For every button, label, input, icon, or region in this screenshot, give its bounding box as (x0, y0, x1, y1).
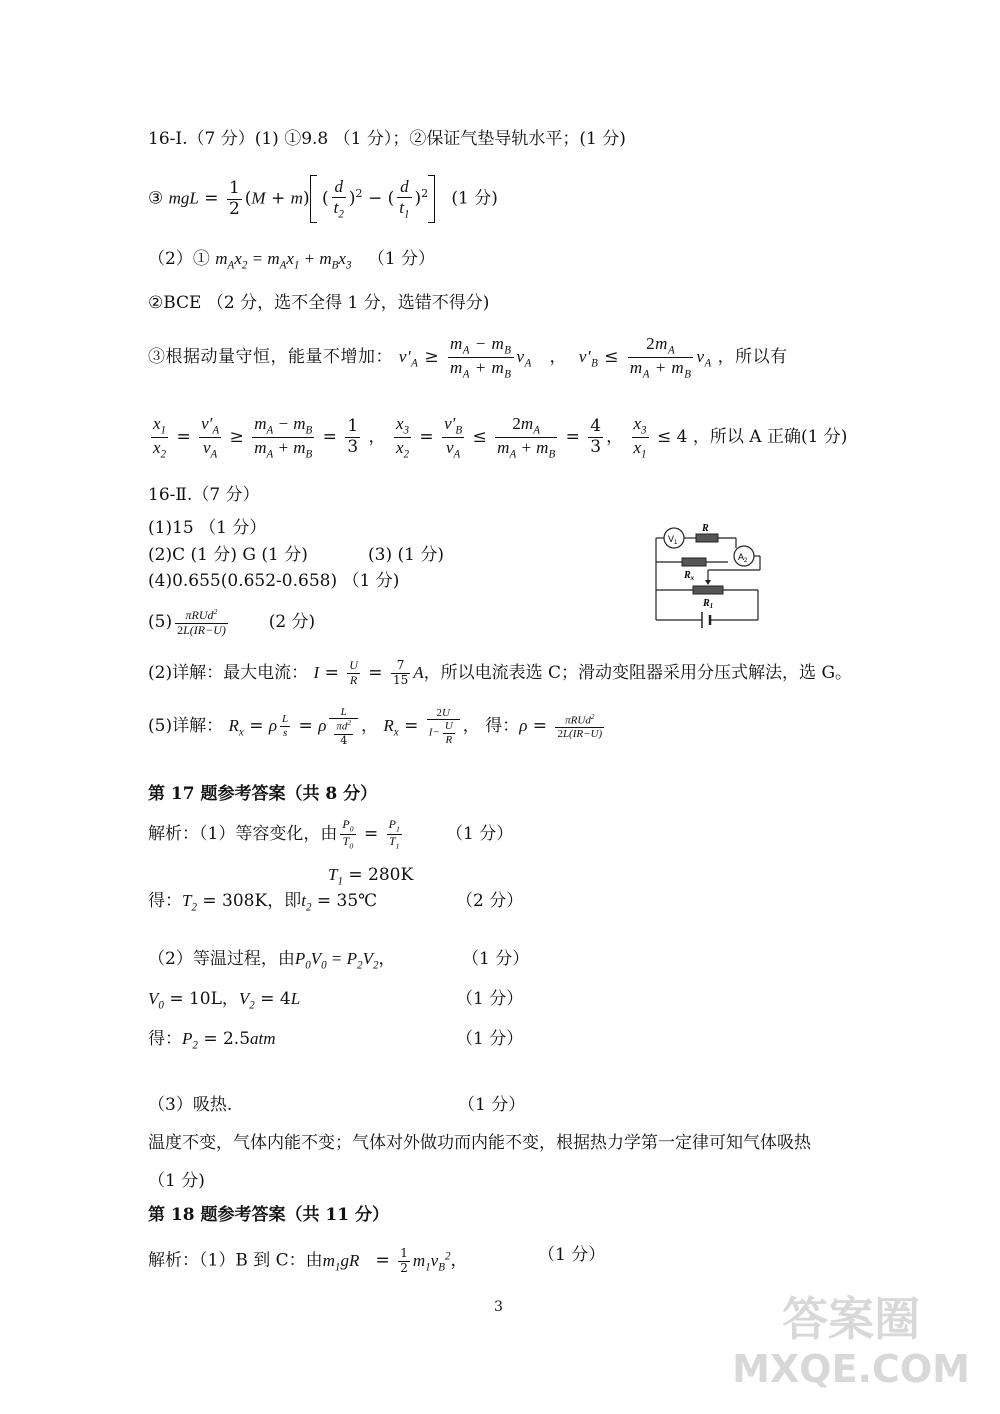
a2-label: $A_2$ (738, 552, 748, 564)
score-text: （1 分） (462, 949, 530, 969)
conclusion: ，所以 A 正确(1 分) (692, 427, 848, 447)
page-number: 3 (494, 1299, 503, 1315)
q16i-part3: ③根据动量守恒，能量不增加： $v'_A$ ≥ $\frac{m_A - m_B}{m_A + m_B}$ $v_A$ ， $v'_B$ ≤ $\frac{2m_A}{m_A + m_B}$ $v_A$ ，所以有 (148, 333, 788, 381)
detail-lead: (2)详解：最大电流： (148, 663, 309, 683)
r1-label: $R_1$ (703, 598, 714, 610)
q16ii-heading: 16-Ⅱ.（7 分） (148, 485, 260, 505)
score-text: （1 分） (446, 824, 514, 844)
watermark (732, 1294, 970, 1394)
watermark-url: MXQE.COM (732, 1347, 970, 1391)
q16i-bce: ②BCE （2 分，选不全得 1 分，选错不得分) (148, 293, 490, 313)
q17-part3: （3）吸热. (148, 1095, 233, 1115)
v1-label: $V_1$ (668, 534, 678, 546)
detail-2: (2)详解：最大电流： I = $\frac{U}{R}$ = $\frac{7}{15}$ A，所以电流表选 C；滑动变阻器采用分压式解法，选 G。 (148, 658, 853, 687)
q17-part3-score: （1 分) (148, 1171, 205, 1191)
watermark-logo-text: 答案圈 (782, 1292, 921, 1346)
part3-lead: ③根据动量守恒，能量不增加： (148, 347, 393, 367)
q18-title: 第 18 题参考答案（共 11 分） (148, 1205, 389, 1225)
v2-value: = 4 (260, 989, 291, 1009)
part-lead: 解析：（1）B 到 C：由 (148, 1250, 323, 1271)
q17-result1: 得：$T_2 = 308K$，即$t_2$ = 35℃ (148, 891, 378, 914)
detail-get: 得： (485, 716, 520, 736)
resistor-r (696, 534, 718, 542)
part-label: (5) (148, 612, 173, 632)
q16ii-answer-2: (2)C (1 分) G (1 分) (148, 545, 308, 565)
detail-tail: ，所以电流表选 C；滑动变阻器采用分压式解法，选 G。 (423, 663, 853, 683)
p2-value: = 2.5 (203, 1029, 251, 1049)
q16ii-answer-4: (4)0.655(0.652-0.658) （1 分) (148, 571, 400, 591)
q16ii-answer-3: (3) (1 分) (368, 545, 444, 565)
score-text: （1 分） (456, 989, 524, 1009)
detail-lead: (5)详解： (148, 716, 224, 736)
circuit-diagram (648, 520, 778, 635)
q17-part1: 解析：（1）等容变化，由 $\frac{P_0}{T_0}$ = $\frac{P_1}{T_1}$ (148, 816, 400, 851)
score-text: （1 分） (538, 1245, 606, 1265)
q17-title: 第 17 题参考答案（共 8 分） (148, 784, 378, 804)
score-text: （1 分） (458, 1095, 526, 1115)
q17-part3-explanation: 温度不变，气体内能不变；气体对外做功而内能不变，根据热力学第一定律可知气体吸热 (148, 1133, 811, 1153)
score-text: （1 分） (456, 1029, 524, 1049)
score-text: （2 分） (456, 891, 524, 911)
t2c-value: = 35℃ (316, 891, 378, 911)
v0-value: = 10L， (169, 989, 239, 1009)
t1-value: = 280K (348, 865, 414, 885)
part-label: （2）① (148, 249, 210, 269)
score-text: (2 分) (268, 612, 316, 632)
r-label: R (702, 523, 709, 534)
part-lead: 解析：（1）等容变化，由 (148, 824, 338, 844)
q16ii-answer-1: (1)15 （1 分） (148, 518, 267, 538)
q17-part2: （2）等温过程，由$P_0V_0 = P_2V_2$， (148, 949, 396, 972)
q16i-heading: 16-Ⅰ.（7 分）(1) ①9.8 （1 分）；②保证气垫导轨水平；(1 分) (148, 129, 626, 149)
part3-tail: ，所以有 (717, 347, 788, 367)
score-text: (1 分) (451, 188, 498, 209)
q17-t1: $T_1 = 280K$ (328, 865, 414, 888)
detail-5: (5)详解： $R_x = \rho$ $\frac{L}{s}$ = ρ $\frac{L}{\frac{\pi d^2}{4}}$ ， $R_x$ = 2U I− $\frac{U}{R}$ ， 得：ρ = $\frac{\pi RUd^2}{2L(IR-U)}$ (148, 705, 603, 747)
get-label: 得： (148, 1029, 182, 1049)
part-lead: （2）等温过程，由 (148, 949, 295, 969)
q16ii-answer-5: (5) $\frac{\pi RUd^2}{2L(IR-U)}$ (2 分) (148, 606, 316, 637)
q16i-momentum-equation: （2）① $m_Ax_2 = m_Ax_1 + m_Bx_3$ （1 分） (148, 249, 435, 272)
q18-part1: 解析：（1）B 到 C：由$m_1gR$ = $\frac{1}{2}$ $m_1v_B^2$， (148, 1245, 468, 1275)
rx-label: $R_x$ (684, 570, 695, 582)
q17-volumes: $V_0 = 10L$，$V_2 = 4L$ (148, 989, 301, 1012)
rheostat-r1 (693, 586, 723, 594)
resistor-rx (682, 558, 706, 566)
score-text: （1 分） (367, 249, 435, 269)
q16i-ratio: $\frac{x_1}{x_2}$ = $\frac{v'_A}{v_A}$ ≥ $\frac{m_A - m_B}{m_A + m_B}$ = $\frac{1}{3}$ ， $\frac{x_3}{x_2}$ = $\frac{v'_B}{v_A}$ ≤ $\frac{2m_A}{m_A + m_B}$ = $\frac{4}{3}$ ， $\frac{x_3}{x_1}$ ≤ 4 ，所以 A 正确(1 分) (153, 413, 848, 461)
q16i-energy-equation: ③ mgL = $\frac{1}{2}$ (M + m) ( $\frac{d}{t_2}$ )$^2$ − ( $\frac{d}{t_1}$ )$^2$ (1 分) (148, 162, 498, 226)
q17-result2: 得：$P_2 = 2.5atm$ (148, 1029, 276, 1052)
t2-value: = 308K，即 (202, 891, 302, 911)
get-label: 得： (148, 891, 182, 911)
